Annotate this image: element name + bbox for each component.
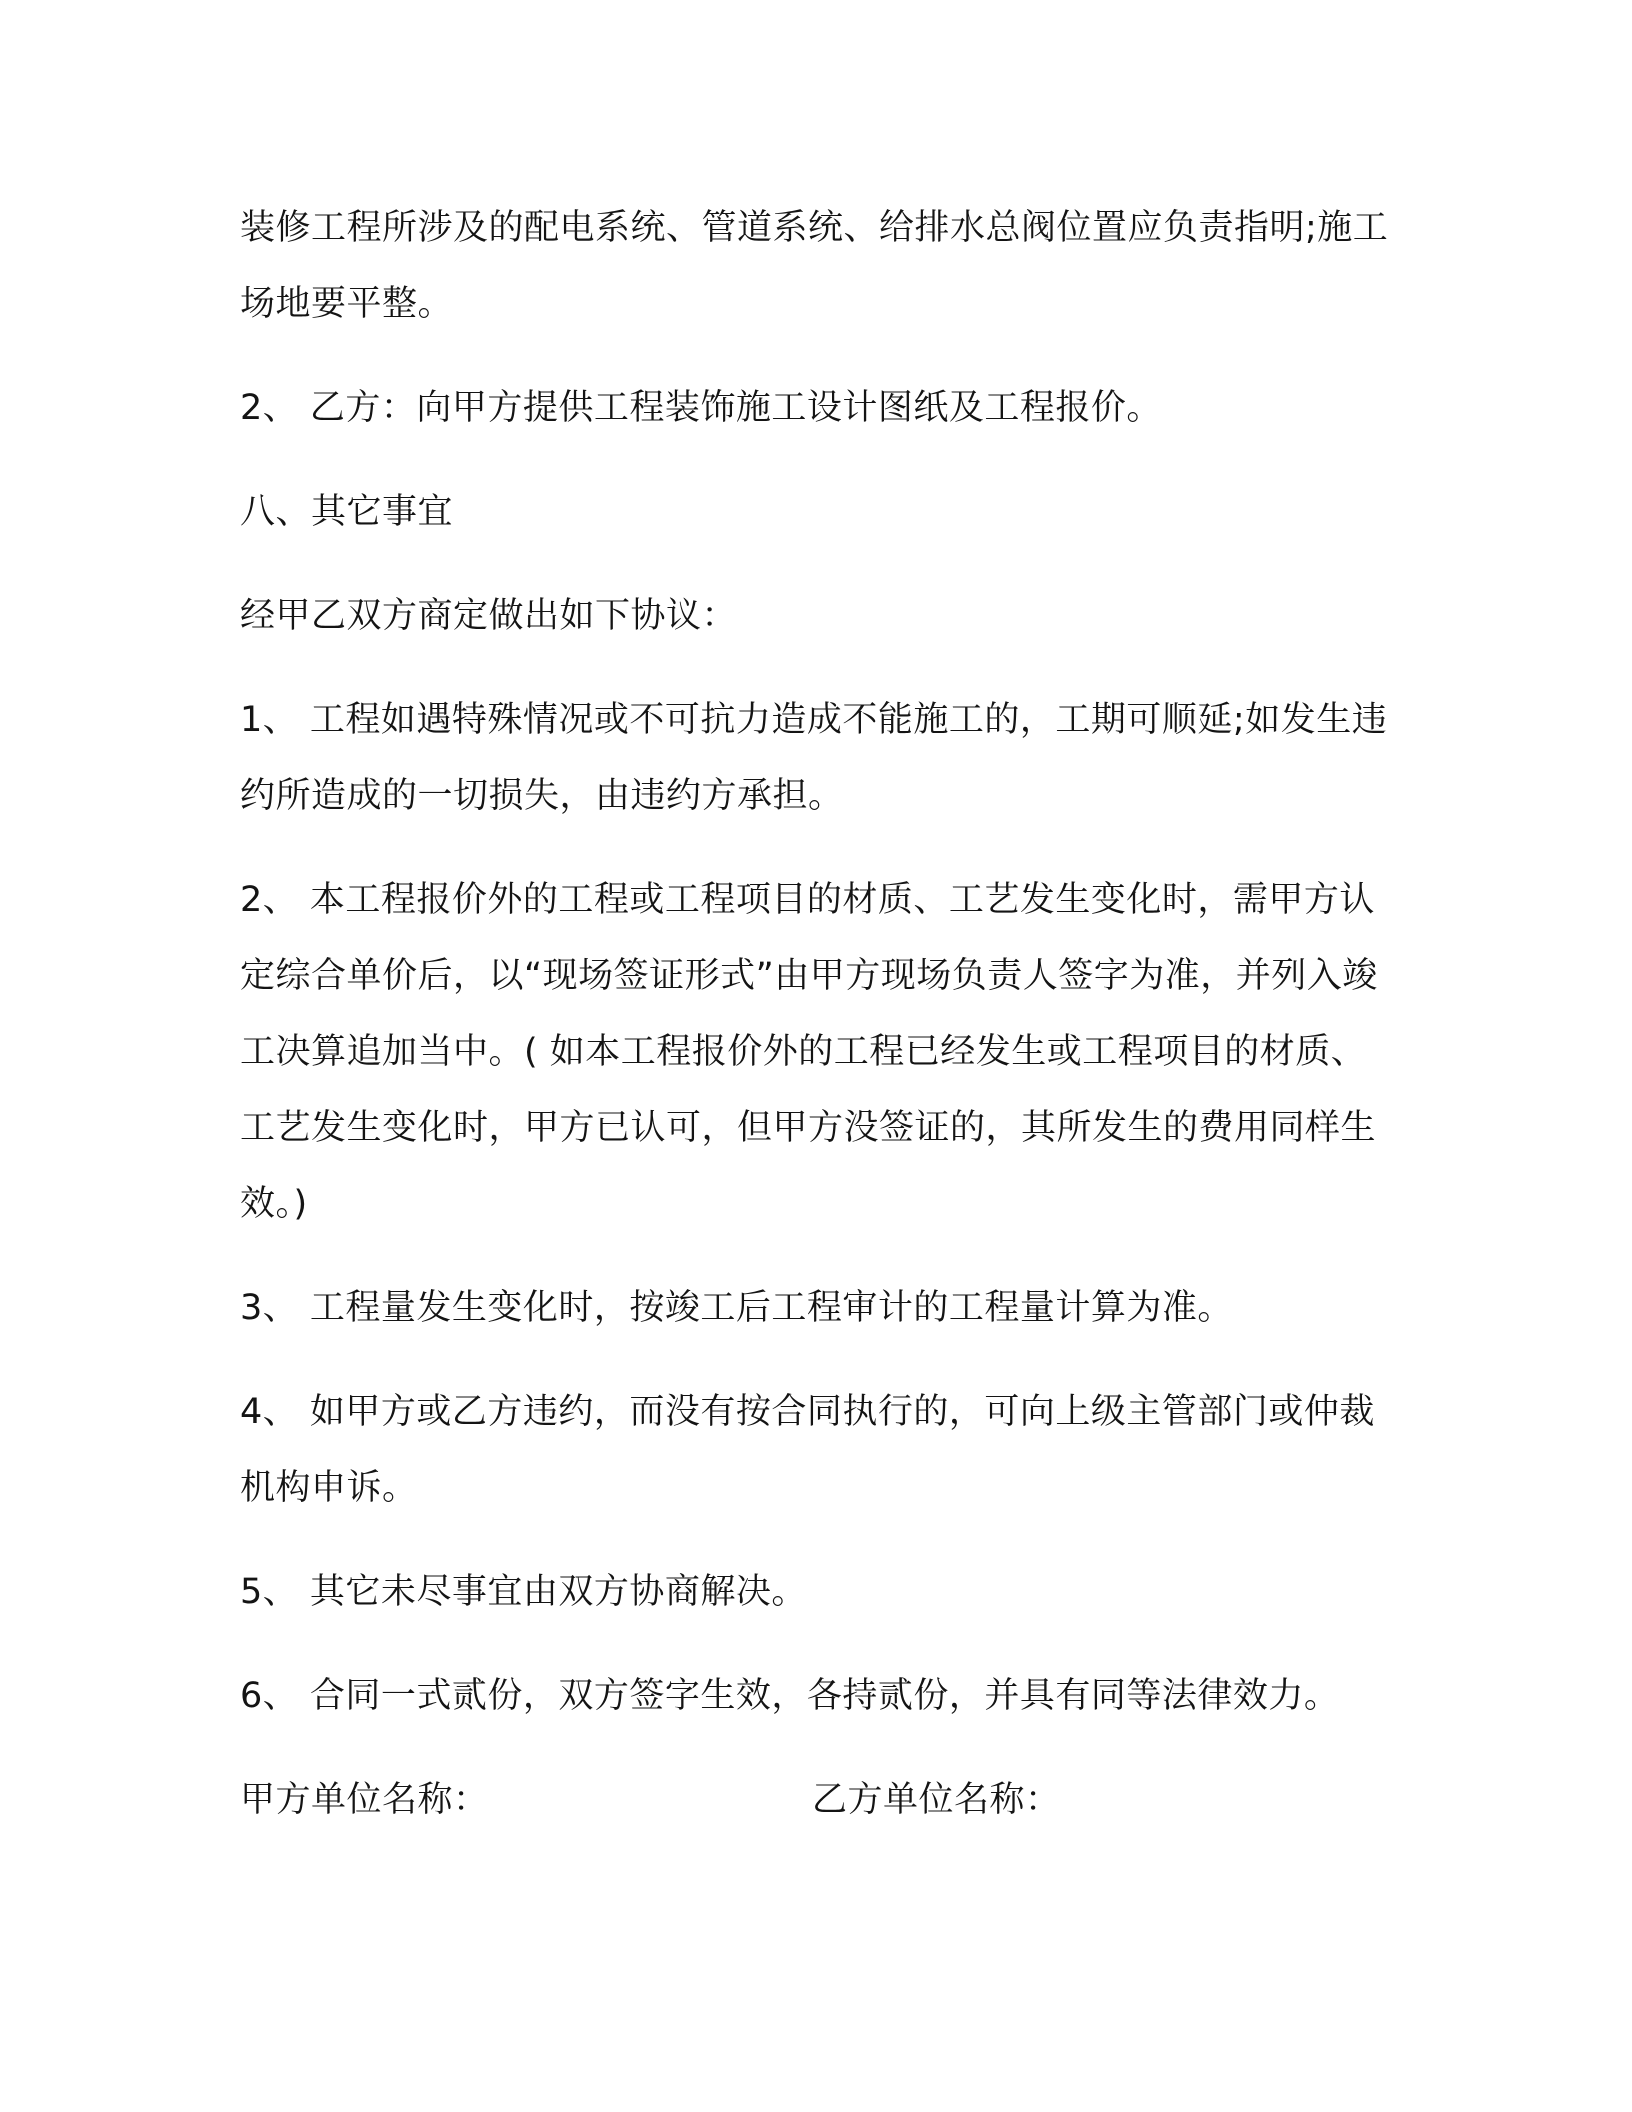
- clause-5-other-matters: 5、 其它未尽事宜由双方协商解决。: [240, 1572, 807, 1612]
- section-heading-other-matters: 八、其它事宜: [240, 492, 454, 532]
- party-a-name-label: 甲方单位名称：: [240, 1780, 489, 1820]
- document-body: [240, 190, 1400, 1838]
- paragraph-site-requirements: 装修工程所涉及的配电系统、管道系统、给排水总阀位置应负责指明;施工场地要平整。: [240, 208, 1389, 324]
- signature-row: [240, 1762, 1400, 1838]
- clause-1-force-majeure: 1、 工程如遇特殊情况或不可抗力造成不能施工的，工期可顺延;如发生违约所造成的一切损失，由违约方承担。: [240, 700, 1388, 816]
- clause-2-price-changes: 2、 本工程报价外的工程或工程项目的材质、工艺发生变化时，需甲方认定综合单价后，以“现场签证形式”由甲方现场负责人签字为准，并列入竣工决算追加当中。( 如本工程报价外的工程已经发生或工程项目的材质、工艺发生变化时，甲方已认可，但甲方没签证的，其所发生的费用同样生效。): [240, 880, 1378, 1224]
- clause-3-quantity-changes: 3、 工程量发生变化时，按竣工后工程审计的工程量计算为准。: [240, 1288, 1233, 1328]
- clause-6-copies-validity: 6、 合同一式贰份，双方签字生效，各持贰份，并具有同等法律效力。: [240, 1676, 1340, 1716]
- paragraph-agreement-intro: 经甲乙双方商定做出如下协议：: [240, 596, 738, 636]
- party-b-name-label: 乙方单位名称：: [812, 1780, 1061, 1820]
- clause-4-breach-appeal: 4、 如甲方或乙方违约，而没有按合同执行的，可向上级主管部门或仲裁机构申诉。: [240, 1392, 1375, 1508]
- paragraph-party-b-duty: 2、 乙方：向甲方提供工程装饰施工设计图纸及工程报价。: [240, 388, 1162, 428]
